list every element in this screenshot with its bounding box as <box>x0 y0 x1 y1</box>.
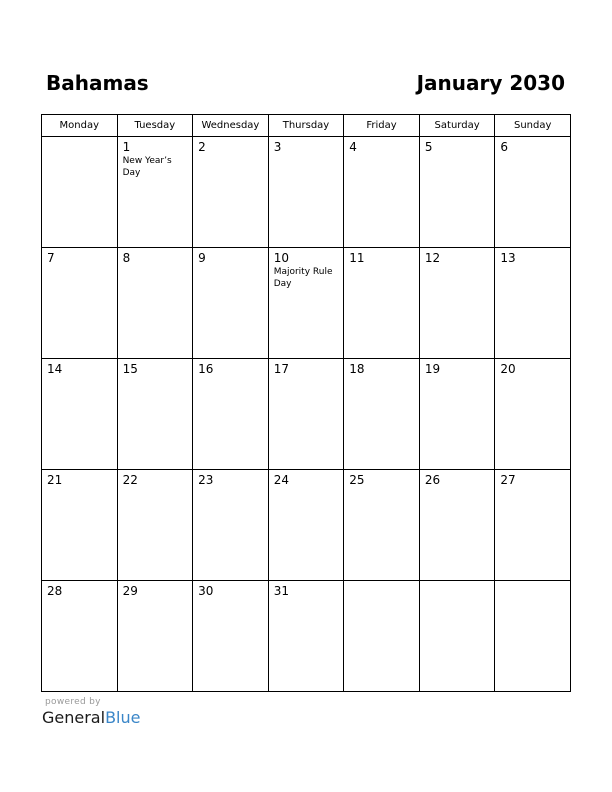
day-cell <box>419 470 495 581</box>
day-number: 14 <box>47 362 63 376</box>
generalblue-logo[interactable] <box>42 708 140 727</box>
day-number: 15 <box>122 362 138 376</box>
day-number: 31 <box>273 584 289 598</box>
day-number: 2 <box>198 140 206 154</box>
day-number: 21 <box>47 473 63 487</box>
day-number: 25 <box>349 473 365 487</box>
day-number: 29 <box>122 584 138 598</box>
weekday-header: Thursday <box>268 115 344 137</box>
day-number: 20 <box>500 362 516 376</box>
day-number: 24 <box>273 473 289 487</box>
day-cell <box>42 248 118 359</box>
day-number: 23 <box>198 473 214 487</box>
day-number: 19 <box>424 362 441 376</box>
weekday-header: Friday <box>344 115 420 137</box>
weekday-header: Saturday <box>419 115 495 137</box>
day-cell <box>42 470 118 581</box>
holiday-label: New Year’s Day <box>122 156 172 178</box>
day-cell <box>419 581 495 692</box>
day-number: 1 <box>122 140 131 154</box>
weekday-header: Monday <box>42 115 118 137</box>
day-cell <box>344 470 420 581</box>
day-cell <box>42 359 118 470</box>
week-row <box>42 581 571 692</box>
day-number: 5 <box>424 140 433 154</box>
weekday-header: Tuesday <box>117 115 193 137</box>
calendar-grid <box>41 114 571 692</box>
day-cell <box>419 359 495 470</box>
holiday-label: Majority Rule Day <box>273 267 333 289</box>
day-cell <box>344 248 420 359</box>
weekday-header-row <box>42 115 571 137</box>
country-title: Bahamas <box>46 71 149 95</box>
day-cell <box>495 359 571 470</box>
calendar-header <box>0 0 612 110</box>
day-number: 11 <box>349 251 365 265</box>
day-number: 13 <box>500 251 516 265</box>
day-cell <box>419 137 495 248</box>
day-cell <box>117 581 193 692</box>
day-cell <box>117 470 193 581</box>
day-cell <box>193 359 269 470</box>
day-number: 6 <box>500 140 509 154</box>
day-number: 3 <box>273 140 282 154</box>
day-number: 22 <box>122 473 138 487</box>
day-number: 17 <box>273 362 289 376</box>
day-number: 9 <box>198 251 206 265</box>
day-cell <box>344 359 420 470</box>
day-cell <box>495 137 571 248</box>
day-number: 28 <box>47 584 63 598</box>
brand-general-text: General <box>42 708 106 727</box>
day-cell <box>193 137 269 248</box>
day-number: 12 <box>424 251 441 265</box>
day-cell <box>42 137 118 248</box>
day-cell <box>268 137 344 248</box>
day-number: 16 <box>198 362 214 376</box>
day-number: 8 <box>122 251 131 265</box>
day-cell <box>117 137 193 248</box>
weekday-header: Wednesday <box>193 115 269 137</box>
footer <box>42 697 140 727</box>
day-number: 26 <box>424 473 441 487</box>
powered-by-label: powered by <box>45 697 101 707</box>
day-cell <box>268 470 344 581</box>
day-number: 4 <box>349 140 357 154</box>
day-cell <box>495 248 571 359</box>
day-cell <box>268 248 344 359</box>
day-number: 7 <box>47 251 55 265</box>
day-cell <box>117 359 193 470</box>
day-number: 30 <box>198 584 214 598</box>
week-row <box>42 359 571 470</box>
day-cell <box>268 581 344 692</box>
day-cell <box>193 581 269 692</box>
day-number: 27 <box>500 473 516 487</box>
day-cell <box>344 137 420 248</box>
day-number: 10 <box>273 251 289 265</box>
month-title: January 2030 <box>416 71 565 95</box>
day-cell <box>344 581 420 692</box>
week-row <box>42 137 571 248</box>
day-cell <box>495 470 571 581</box>
weekday-header: Sunday <box>495 115 571 137</box>
day-cell <box>193 248 269 359</box>
brand-blue-text: Blue <box>105 708 141 727</box>
week-row <box>42 248 571 359</box>
day-cell <box>419 248 495 359</box>
day-cell <box>42 581 118 692</box>
day-number: 18 <box>349 362 365 376</box>
day-cell <box>268 359 344 470</box>
day-cell <box>193 470 269 581</box>
day-cell <box>117 248 193 359</box>
day-cell <box>495 581 571 692</box>
week-row <box>42 470 571 581</box>
